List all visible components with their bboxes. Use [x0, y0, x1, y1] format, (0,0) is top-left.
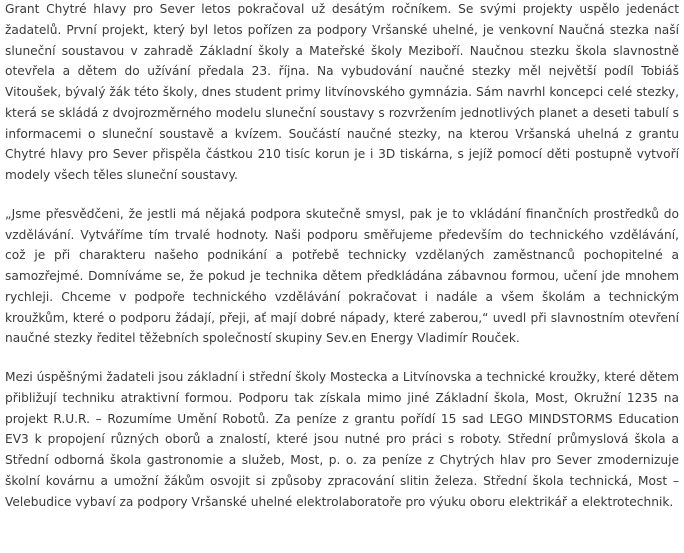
- paragraph-quote: „Jsme přesvědčeni, že jestli má nějaká podpora skutečně smysl, pak je to vkládání finančních prostředků do vzdělávání. Vytváříme tím trvalé hodnoty. Naši podporu směřujeme především do technického vzdělávání, což je při charakteru našeho podnikání a potřebě technicky vzdělaných zaměstnanců pochopitelné a samozřejmé. Domníváme se, že pokud je technika dětem předkládána zábavnou formou, učení jde mnohem rychleji. Chceme v podpoře technického vzdělávání pokračovat i nadále a všem školám a technickým kroužkům, které o podporu žádají, přeji, ať mají dobré nápady, které zaberou,“ uvedl při slavnostním otevření naučné stezky ředitel těžebních společností skupiny Sev.en Energy Vladimír Rouček.: [5, 206, 679, 346]
- paragraph-successful-applicants: Mezi úspěšnými žadateli jsou základní i střední školy Mostecka a Litvínovska a technické kroužky, které dětem přibližují techniku atraktivní formou. Podporu tak získala mimo jiné Základní škola, Most, Okružní 1235 na projekt R.U.R. – Rozumíme Umění Robotů. Za peníze z grantu pořídí 15 sad LEGO MINDSTORMS Education EV3 k propojení různých oborů a znalostí, které jsou nutné pro práci s roboty. Střední průmyslová škola a Střední odborná škola gastronomie a služeb, Most, p. o. za peníze z Chytrých hlav pro Sever zmodernizuje školní kovárnu a umožní žákům osvojit si způsoby zpracování slitin železa. Střední škola technická, Most – Velebudice vybaví za podpory Vršanské uhelné elektrolaboratoře pro výuku oboru elektrikář a elektrotechnik.: [5, 370, 679, 509]
- paragraph-grant-intro: Grant Chytré hlavy pro Sever letos pokračoval už desátým ročníkem. Se svými projekty uspělo jedenáct žadatelů. První projekt, který byl letos pořízen za podpory Vršanské uhelné, je venkovní Naučná stezka naší sluneční soustavou v zahradě Základní školy a Mateřské školy Meziboří. Naučnou stezku škola slavnostně otevřela a dětem do užívání předala 23. října. Na vybudování naučné stezky měl největší podíl Tobiáš Vitoušek, bývalý žák této školy, dnes student primy litvínovského gymnázia. Sám navrhl koncepci celé stezky, která se skládá z dvojrozměrného modelu sluneční soustavy s rozvržením jednotlivých planet a deseti tabulí s informacemi o sluneční soustavě a kvízem. Součástí naučné stezky, na kterou Vršanská uhelná z grantu Chytré hlavy pro Sever přispěla částkou 210 tisíc korun je i 3D tiskárna, s jejíž pomocí děti postupně vytvoří modely všech těles sluneční soustavy.: [5, 2, 679, 182]
- article-body: [5, 0, 679, 512]
